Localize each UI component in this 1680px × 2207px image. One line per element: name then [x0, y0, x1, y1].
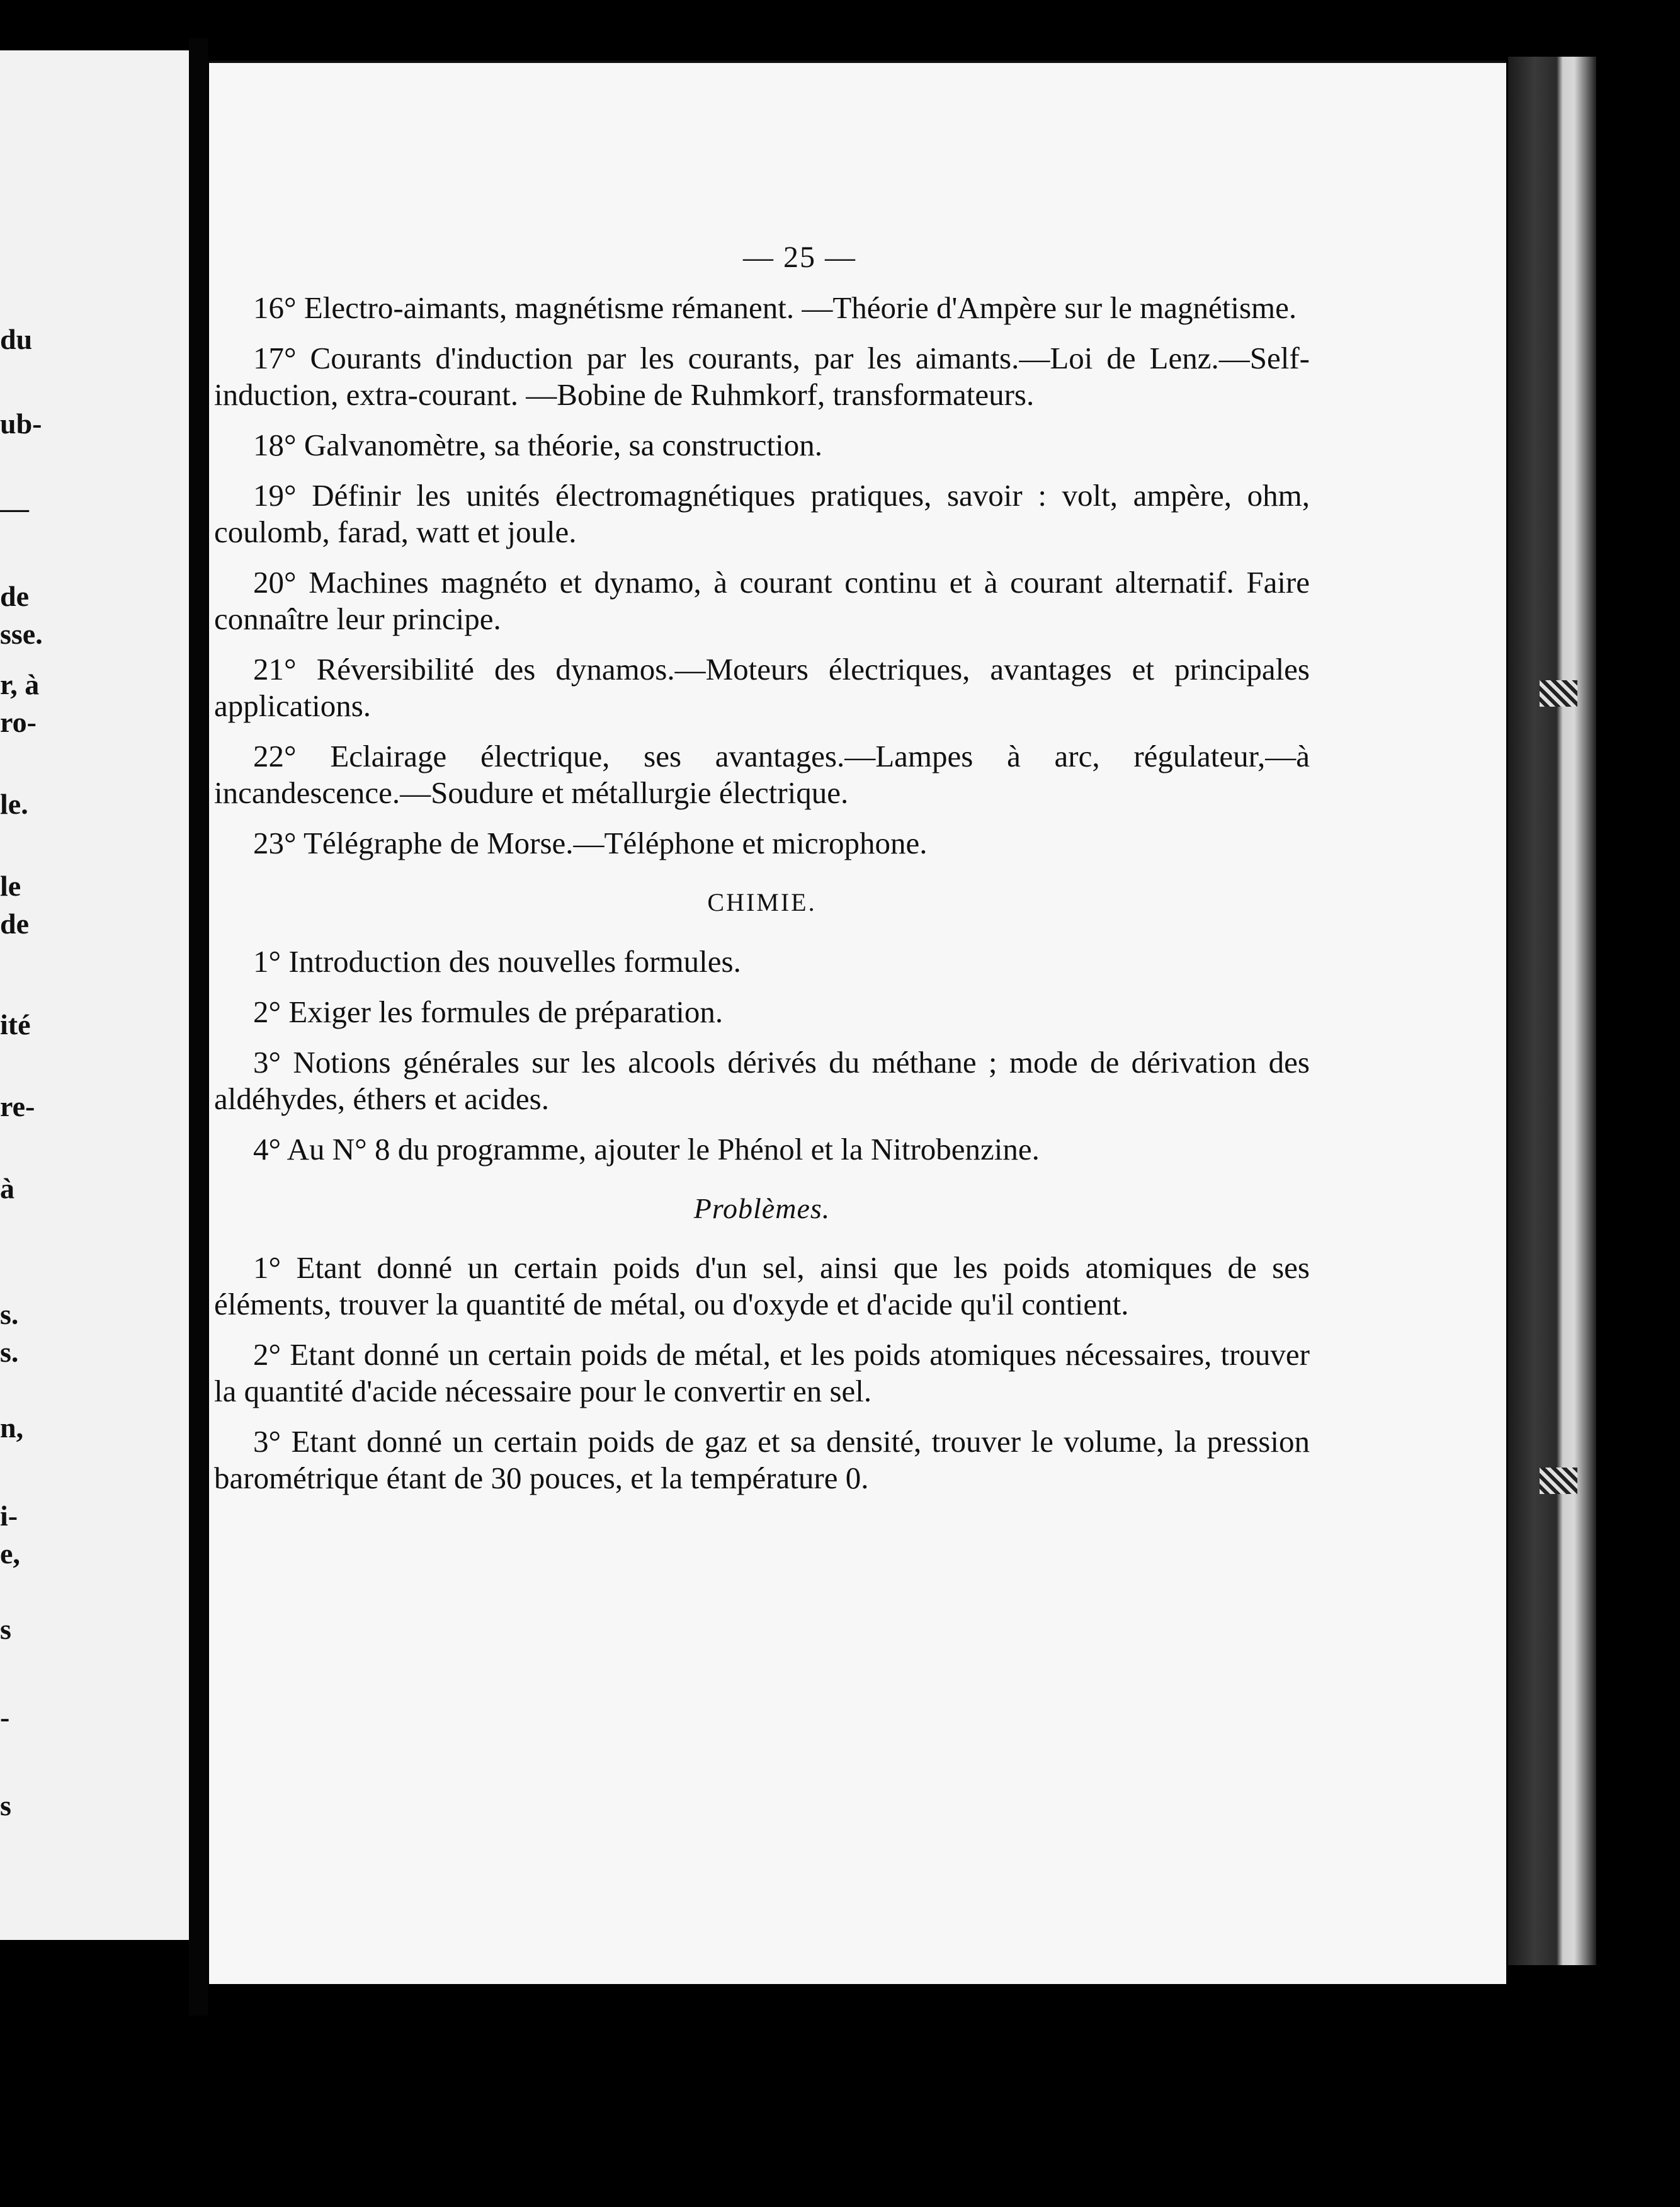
list-item: 22° Eclairage électrique, ses avantages.—Lampes à arc, régulateur,—à incandescence.—Soudure et métallurgie électrique. — [214, 739, 1310, 810]
left-fragment: n, — [0, 1411, 24, 1444]
left-fragment: le. — [0, 788, 28, 820]
left-fragment: ub- — [0, 408, 42, 440]
left-fragment: i- — [0, 1500, 18, 1532]
page-body — [214, 239, 1310, 1510]
page-number: — 25 — — [743, 241, 856, 274]
list-item: 23° Télégraphe de Morse.—Téléphone et microphone. — [253, 826, 928, 860]
list-item: 3° Etant donné un certain poids de gaz et sa densité, trouver le volume, la pression barométrique étant de 30 pouces, et la température 0. — [214, 1424, 1310, 1495]
list-item: 16° Electro-aimants, magnétisme rémanent. —Théorie d'Ampère sur le magnétisme. — [253, 290, 1297, 325]
left-fragment: e, — [0, 1537, 20, 1570]
left-fragment: ro- — [0, 706, 37, 738]
left-fragment: s — [0, 1613, 11, 1645]
left-fragment: du — [0, 323, 33, 355]
left-fragment: s — [0, 1789, 11, 1822]
edge-marking — [1540, 1468, 1577, 1494]
list-item: 2° Exiger les formules de préparation. — [253, 995, 724, 1029]
left-fragment: le — [0, 870, 21, 902]
left-fragment: s. — [0, 1298, 19, 1330]
left-facing-page — [0, 50, 189, 1940]
list-item: 1° Etant donné un certain poids d'un sel, ainsi que les poids atomiques de ses éléments, trouver la quantité de métal, ou d'oxyde et d'acide qu'il contient. — [214, 1250, 1310, 1321]
left-fragment: à — [0, 1172, 14, 1204]
list-item: 4° Au N° 8 du programme, ajouter le Phénol et la Nitrobenzine. — [253, 1132, 1040, 1166]
left-fragment: - — [0, 1701, 10, 1733]
list-item: 20° Machines magnéto et dynamo, à courant continu et à courant alternatif. Faire connaître leur principe. — [214, 565, 1310, 636]
left-fragment: — — [0, 492, 29, 524]
page-edges — [1508, 57, 1596, 1965]
problemes-section — [214, 1250, 1310, 1497]
section-heading-problemes: Problèmes. — [693, 1192, 831, 1224]
chimie-section — [214, 944, 1310, 1168]
left-fragment: de — [0, 580, 29, 612]
left-fragment: s. — [0, 1336, 19, 1368]
section-heading-chimie: CHIMIE. — [707, 888, 817, 916]
list-item: 19° Définir les unités électromagnétiques pratiques, savoir : volt, ampère, ohm, coulomb, farad, watt et joule. — [214, 478, 1310, 549]
list-item: 3° Notions générales sur les alcools dérivés du méthane ; mode de dérivation des aldéhydes, éthers et acides. — [214, 1045, 1310, 1116]
list-item: 17° Courants d'induction par les courants, par les aimants.—Loi de Lenz.—Self-induction, extra-courant. —Bobine de Ruhmkorf, transformateurs. — [214, 341, 1310, 412]
list-item: 21° Réversibilité des dynamos.—Moteurs électriques, avantages et principales applications. — [214, 652, 1310, 723]
left-fragment: ité — [0, 1008, 31, 1041]
book-gutter — [189, 38, 208, 2016]
left-fragment: de — [0, 908, 29, 940]
list-item: 18° Galvanomètre, sa théorie, sa construction. — [253, 428, 823, 462]
list-item: 2° Etant donné un certain poids de métal, et les poids atomiques nécessaires, trouver la quantité d'acide nécessaire pour le convertir en sel. — [214, 1337, 1310, 1408]
list-item: 1° Introduction des nouvelles formules. — [253, 944, 741, 979]
left-fragment: sse. — [0, 618, 43, 650]
left-fragment: r, à — [0, 668, 40, 700]
left-fragment: re- — [0, 1090, 35, 1122]
physics-section — [214, 290, 1310, 862]
edge-marking — [1540, 680, 1577, 707]
